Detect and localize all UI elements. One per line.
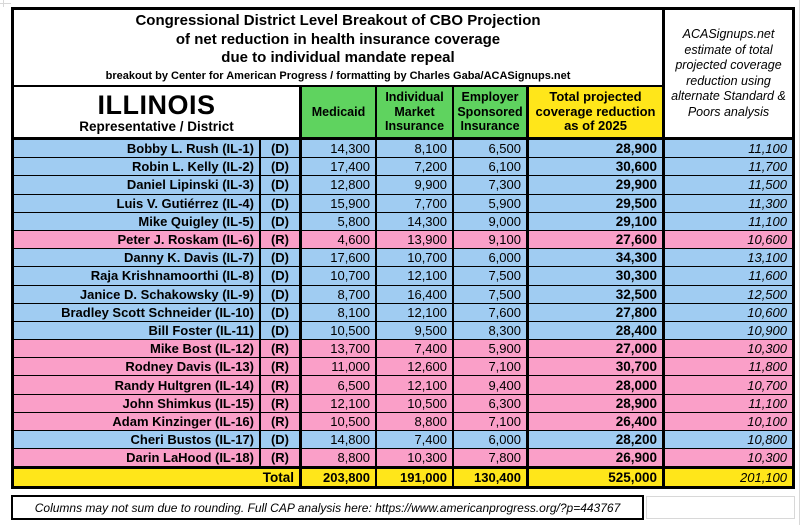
medicaid-value: 8,800 (302, 449, 377, 467)
sp-estimate-value: 10,300 (665, 449, 792, 467)
total-value: 34,300 (529, 249, 665, 267)
individual-market-value: 10,500 (377, 395, 454, 413)
sp-estimate-value: 11,300 (665, 195, 792, 213)
individual-market-value: 7,400 (377, 340, 454, 358)
footer-note: Columns may not sum due to rounding. Full CAP analysis here: https://www.americanprogress.org/?p=443767 (11, 495, 644, 520)
medicaid-value: 13,700 (302, 340, 377, 358)
state-subtitle: Representative / District (79, 118, 234, 134)
total-value: 28,900 (529, 140, 665, 158)
total-value: 27,000 (529, 340, 665, 358)
employer-sponsored-value: 6,500 (454, 140, 529, 158)
column-header-medicaid: Medicaid (302, 87, 377, 140)
party-label: (R) (261, 231, 302, 249)
total-value: 29,900 (529, 176, 665, 194)
title-line-1: Congressional District Level Breakout of CBO Projection (135, 12, 541, 30)
district-name: Robin L. Kelly (IL-2) (14, 158, 261, 176)
party-label: (D) (261, 249, 302, 267)
individual-market-value: 13,900 (377, 231, 454, 249)
individual-market-value: 14,300 (377, 213, 454, 231)
employer-sponsored-value: 5,900 (454, 195, 529, 213)
district-name: Randy Hultgren (IL-14) (14, 376, 261, 394)
employer-sponsored-value: 7,300 (454, 176, 529, 194)
employer-sponsored-value: 7,600 (454, 304, 529, 322)
individual-market-value: 8,100 (377, 140, 454, 158)
district-name: Darin LaHood (IL-18) (14, 449, 261, 467)
district-name: Bobby L. Rush (IL-1) (14, 140, 261, 158)
individual-market-value: 9,900 (377, 176, 454, 194)
district-name: Mike Bost (IL-12) (14, 340, 261, 358)
employer-sponsored-value: 7,500 (454, 286, 529, 304)
individual-market-value: 10,300 (377, 449, 454, 467)
individual-market-value: 8,800 (377, 413, 454, 431)
total-medicaid: 203,800 (302, 467, 377, 486)
state-name: ILLINOIS (97, 89, 216, 120)
party-label: (R) (261, 413, 302, 431)
employer-sponsored-value: 8,300 (454, 322, 529, 340)
individual-market-value: 12,100 (377, 267, 454, 285)
medicaid-value: 15,900 (302, 195, 377, 213)
sp-estimate-value: 11,500 (665, 176, 792, 194)
employer-sponsored-value: 9,100 (454, 231, 529, 249)
medicaid-value: 10,500 (302, 413, 377, 431)
medicaid-value: 8,100 (302, 304, 377, 322)
sp-estimate-value: 11,100 (665, 140, 792, 158)
total-value: 26,900 (529, 449, 665, 467)
side-note-panel: ACASignups.net estimate of total projected coverage reduction using alternate Standard & Poors analysis (665, 10, 792, 140)
employer-sponsored-value: 7,500 (454, 267, 529, 285)
district-name: John Shimkus (IL-15) (14, 395, 261, 413)
gridline (646, 496, 795, 519)
total-value: 26,400 (529, 413, 665, 431)
party-label: (D) (261, 140, 302, 158)
district-name: Mike Quigley (IL-5) (14, 213, 261, 231)
total-value: 30,700 (529, 358, 665, 376)
medicaid-value: 10,500 (302, 322, 377, 340)
total-value: 28,400 (529, 322, 665, 340)
medicaid-value: 17,400 (302, 158, 377, 176)
employer-sponsored-value: 7,100 (454, 413, 529, 431)
party-label: (D) (261, 158, 302, 176)
total-projected-reduction: 525,000 (529, 467, 665, 486)
medicaid-value: 10,700 (302, 267, 377, 285)
sp-estimate-value: 10,600 (665, 304, 792, 322)
individual-market-value: 12,100 (377, 304, 454, 322)
title-line-3: due to individual mandate repeal (221, 49, 455, 67)
employer-sponsored-value: 5,900 (454, 340, 529, 358)
sp-estimate-value: 11,100 (665, 213, 792, 231)
sp-estimate-value: 10,800 (665, 431, 792, 449)
employer-sponsored-value: 7,800 (454, 449, 529, 467)
gridline (3, 0, 4, 7)
party-label: (D) (261, 195, 302, 213)
column-header-individual-market: Individual Market Insurance (377, 87, 454, 140)
total-value: 29,100 (529, 213, 665, 231)
individual-market-value: 7,400 (377, 431, 454, 449)
total-value: 28,200 (529, 431, 665, 449)
column-header-employer-sponsored: Employer Sponsored Insurance (454, 87, 529, 140)
medicaid-value: 14,800 (302, 431, 377, 449)
medicaid-value: 14,300 (302, 140, 377, 158)
total-row-label: Total (14, 467, 302, 486)
state-header-cell (14, 87, 302, 140)
sp-estimate-value: 10,700 (665, 376, 792, 394)
total-value: 28,000 (529, 376, 665, 394)
party-label: (D) (261, 431, 302, 449)
gridline (799, 0, 800, 525)
sp-estimate-value: 11,700 (665, 158, 792, 176)
party-label: (R) (261, 449, 302, 467)
party-label: (D) (261, 322, 302, 340)
district-name: Janice D. Schakowsky (IL-9) (14, 286, 261, 304)
sp-estimate-value: 11,600 (665, 267, 792, 285)
employer-sponsored-value: 9,400 (454, 376, 529, 394)
individual-market-value: 16,400 (377, 286, 454, 304)
employer-sponsored-value: 6,000 (454, 431, 529, 449)
sp-estimate-value: 10,100 (665, 413, 792, 431)
employer-sponsored-value: 6,100 (454, 158, 529, 176)
sp-estimate-value: 12,500 (665, 286, 792, 304)
medicaid-value: 11,000 (302, 358, 377, 376)
medicaid-value: 17,600 (302, 249, 377, 267)
total-value: 27,800 (529, 304, 665, 322)
employer-sponsored-value: 7,100 (454, 358, 529, 376)
individual-market-value: 7,200 (377, 158, 454, 176)
individual-market-value: 10,700 (377, 249, 454, 267)
coverage-table (11, 7, 795, 489)
party-label: (R) (261, 395, 302, 413)
total-value: 30,600 (529, 158, 665, 176)
medicaid-value: 6,500 (302, 376, 377, 394)
total-individual-market: 191,000 (377, 467, 454, 486)
sp-estimate-value: 13,100 (665, 249, 792, 267)
total-value: 32,500 (529, 286, 665, 304)
district-name: Bill Foster (IL-11) (14, 322, 261, 340)
individual-market-value: 12,100 (377, 376, 454, 394)
district-name: Luis V. Gutiérrez (IL-4) (14, 195, 261, 213)
party-label: (D) (261, 304, 302, 322)
title-byline: breakout by Center for American Progress / formatting by Charles Gaba/ACASignups.net (105, 69, 571, 82)
table-title-block (14, 10, 665, 87)
party-label: (R) (261, 340, 302, 358)
party-label: (D) (261, 286, 302, 304)
party-label: (D) (261, 176, 302, 194)
title-line-2: of net reduction in health insurance coverage (175, 30, 501, 48)
medicaid-value: 8,700 (302, 286, 377, 304)
total-value: 30,300 (529, 267, 665, 285)
district-name: Bradley Scott Schneider (IL-10) (14, 304, 261, 322)
employer-sponsored-value: 9,000 (454, 213, 529, 231)
total-value: 27,600 (529, 231, 665, 249)
medicaid-value: 12,100 (302, 395, 377, 413)
employer-sponsored-value: 6,300 (454, 395, 529, 413)
district-name: Peter J. Roskam (IL-6) (14, 231, 261, 249)
sp-estimate-value: 10,900 (665, 322, 792, 340)
medicaid-value: 4,600 (302, 231, 377, 249)
sp-estimate-value: 11,100 (665, 395, 792, 413)
total-value: 29,500 (529, 195, 665, 213)
sp-estimate-value: 11,800 (665, 358, 792, 376)
district-name: Adam Kinzinger (IL-16) (14, 413, 261, 431)
district-name: Cheri Bustos (IL-17) (14, 431, 261, 449)
total-value: 28,900 (529, 395, 665, 413)
total-sp-estimate: 201,100 (665, 467, 792, 486)
district-name: Danny K. Davis (IL-7) (14, 249, 261, 267)
employer-sponsored-value: 6,000 (454, 249, 529, 267)
district-name: Rodney Davis (IL-13) (14, 358, 261, 376)
party-label: (D) (261, 213, 302, 231)
gridline (0, 3, 11, 4)
column-header-total-projected: Total projected coverage reduction as of 2025 (529, 87, 665, 140)
party-label: (R) (261, 376, 302, 394)
individual-market-value: 12,600 (377, 358, 454, 376)
sp-estimate-value: 10,600 (665, 231, 792, 249)
sp-estimate-value: 10,300 (665, 340, 792, 358)
medicaid-value: 12,800 (302, 176, 377, 194)
individual-market-value: 9,500 (377, 322, 454, 340)
district-name: Raja Krishnamoorthi (IL-8) (14, 267, 261, 285)
district-name: Daniel Lipinski (IL-3) (14, 176, 261, 194)
individual-market-value: 7,700 (377, 195, 454, 213)
medicaid-value: 5,800 (302, 213, 377, 231)
total-employer-sponsored: 130,400 (454, 467, 529, 486)
party-label: (R) (261, 358, 302, 376)
party-label: (D) (261, 267, 302, 285)
